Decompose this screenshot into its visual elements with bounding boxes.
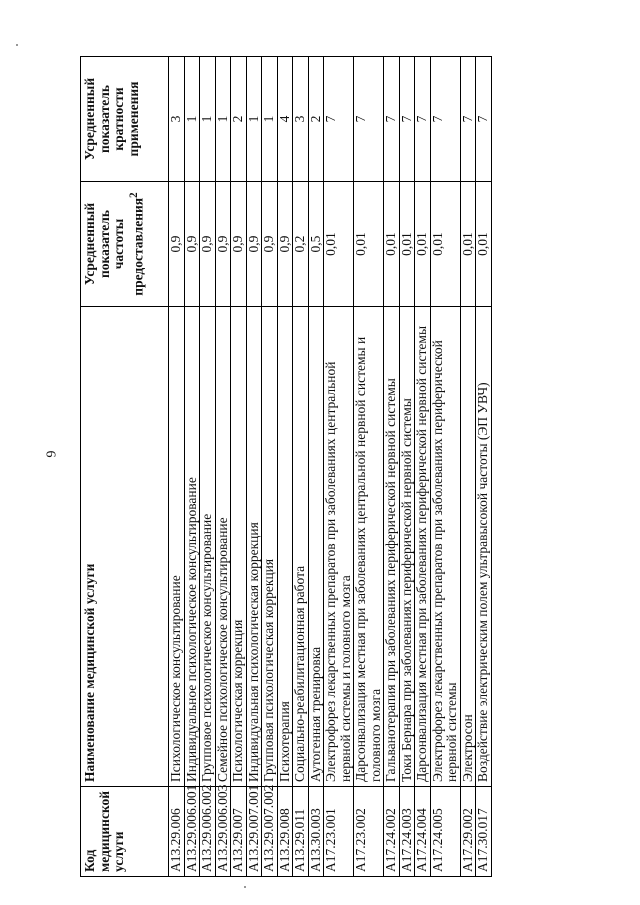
cell-service-name: Электросон [460,307,476,787]
cell-service-name: Групповое психологическое консультирование [200,307,216,787]
cell-multiplicity: 1 [262,57,278,182]
table-row [415,57,431,877]
medical-services-table [80,56,492,877]
cell-multiplicity: 4 [277,57,293,182]
rotated-page-content [80,57,640,877]
cell-code: A13.30.003 [308,787,324,877]
header-name: Наименование медицинской услуги [81,307,169,787]
cell-code: A13.29.007 [231,787,247,877]
table-row [184,57,200,877]
cell-code: A17.23.002 [354,787,384,877]
cell-frequency: 0,9 [169,182,185,307]
table-row [262,57,278,877]
cell-frequency: 0,01 [415,182,431,307]
cell-multiplicity: 7 [384,57,400,182]
cell-multiplicity: 1 [200,57,216,182]
cell-multiplicity: 7 [399,57,415,182]
cell-frequency: 0,9 [200,182,216,307]
cell-service-name: Индивидуальная психологическая коррекция [246,307,262,787]
table-row [246,57,262,877]
cell-code: A17.29.002 [460,787,476,877]
cell-frequency: 0,9 [184,182,200,307]
cell-multiplicity: 7 [430,57,460,182]
cell-service-name: Семейное психологическое консультирование [215,307,231,787]
cell-code: A17.30.017 [476,787,492,877]
table-row [430,57,460,877]
cell-service-name: Дарсонвализация местная при заболеваниях периферической нервной системы [415,307,431,787]
cell-multiplicity: 1 [184,57,200,182]
cell-code: A13.29.008 [277,787,293,877]
cell-multiplicity: 2 [308,57,324,182]
cell-service-name: Социально-реабилитационная работа [293,307,309,787]
cell-code: A13.29.007.002 [262,787,278,877]
page-number: 6 [42,450,58,458]
table-row [231,57,247,877]
cell-multiplicity: 7 [476,57,492,182]
cell-frequency: 0,01 [324,182,354,307]
table-row [169,57,185,877]
cell-code: A17.24.002 [384,787,400,877]
cell-service-name: Психологическое консультирование [169,307,185,787]
cell-frequency: 0,9 [277,182,293,307]
cell-code: A13.29.011 [293,787,309,877]
cell-multiplicity: 3 [169,57,185,182]
cell-multiplicity: 2 [231,57,247,182]
table-row [200,57,216,877]
table-row [308,57,324,877]
table-row [324,57,354,877]
cell-multiplicity: 7 [354,57,384,182]
cell-service-name: Воздействие электрическим полем ультравысокой частоты (ЭП УВЧ) [476,307,492,787]
cell-code: A13.29.006.003 [215,787,231,877]
cell-code: A17.24.004 [415,787,431,877]
cell-frequency: 0,9 [231,182,247,307]
cell-service-name: Групповая психологическая коррекция [262,307,278,787]
table-row [354,57,384,877]
table-row [215,57,231,877]
cell-code: A13.29.006 [169,787,185,877]
footnote-marker: 2 [127,192,140,198]
scan-speck [16,44,18,46]
cell-code: A13.29.006.002 [200,787,216,877]
cell-frequency: 0,9 [246,182,262,307]
cell-frequency: 0,2 [293,182,309,307]
table-row [460,57,476,877]
header-frequency-text: Усредненный показатель частоты предоставления [82,197,145,296]
cell-code: A17.24.005 [430,787,460,877]
table-row [293,57,309,877]
cell-service-name: Токи Бернара при заболеваниях периферической нервной системы [399,307,415,787]
cell-service-name: Электрофорез лекарственных препаратов при заболеваниях периферической нервной системы [430,307,460,787]
cell-code: A13.29.007.001 [246,787,262,877]
table-row [277,57,293,877]
cell-service-name: Дарсонвализация местная при заболеваниях центральной нервной системы и головного мозга [354,307,384,787]
cell-frequency: 0,9 [215,182,231,307]
cell-frequency: 0,01 [354,182,384,307]
cell-multiplicity: 3 [293,57,309,182]
header-frequency [81,182,169,307]
cell-frequency: 0,01 [399,182,415,307]
cell-multiplicity: 7 [324,57,354,182]
cell-service-name: Индивидуальное психологическое консультирование [184,307,200,787]
cell-frequency: 0,9 [262,182,278,307]
cell-code: A13.29.006.001 [184,787,200,877]
cell-multiplicity: 1 [215,57,231,182]
header-multiplicity: Усредненный показатель кратности применения [81,57,169,182]
table-header-row [81,57,169,877]
cell-service-name: Гальванотерапия при заболеваниях периферической нервной системы [384,307,400,787]
scan-speck [244,886,246,888]
cell-code: A17.23.001 [324,787,354,877]
cell-service-name: Психологическая коррекция [231,307,247,787]
cell-frequency: 0,01 [476,182,492,307]
cell-service-name: Психотерапия [277,307,293,787]
cell-multiplicity: 7 [415,57,431,182]
table-row [384,57,400,877]
cell-service-name: Аутогенная тренировка [308,307,324,787]
cell-frequency: 0,01 [460,182,476,307]
cell-code: A17.24.003 [399,787,415,877]
cell-frequency: 0,5 [308,182,324,307]
cell-multiplicity: 7 [460,57,476,182]
table-body [169,57,492,877]
header-code: Код медицинской услуги [81,787,169,877]
cell-service-name: Электрофорез лекарственных препаратов при заболеваниях центральной нервной системы и головного мозга [324,307,354,787]
cell-frequency: 0,01 [384,182,400,307]
table-row [399,57,415,877]
cell-frequency: 0,01 [430,182,460,307]
table-row [476,57,492,877]
cell-multiplicity: 1 [246,57,262,182]
